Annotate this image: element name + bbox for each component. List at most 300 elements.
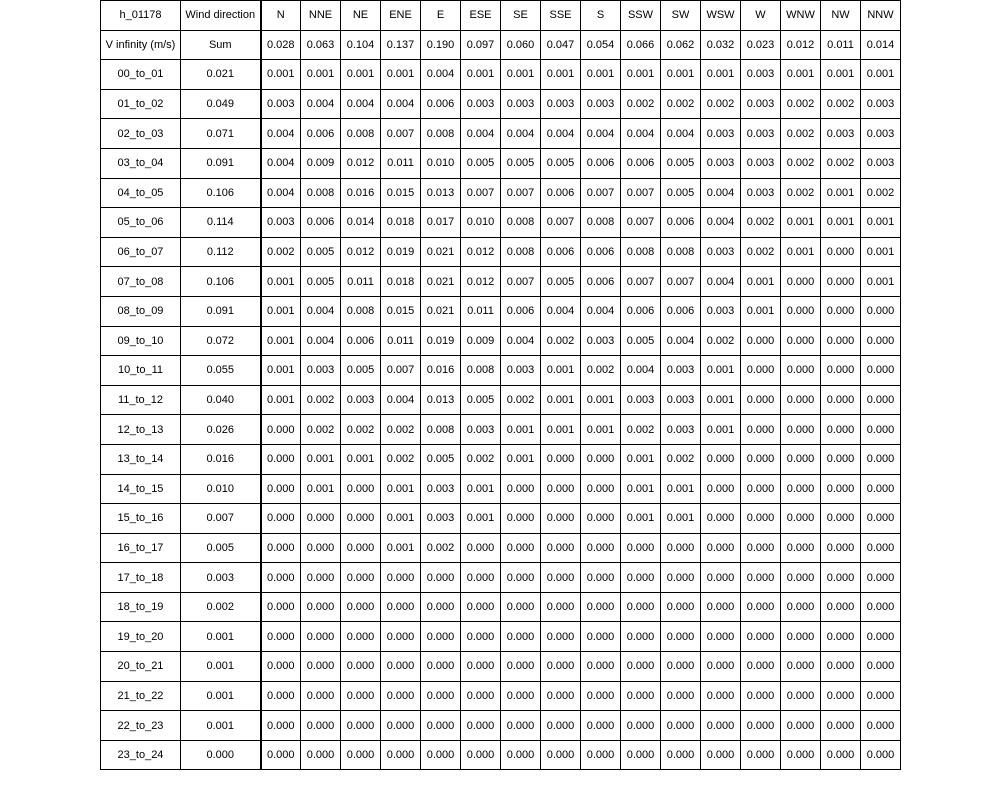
frequency-cell: 0.007 xyxy=(621,267,661,297)
frequency-cell: 0.002 xyxy=(781,119,821,149)
frequency-cell: 0.001 xyxy=(461,474,501,504)
direction-header-s: S xyxy=(581,1,621,31)
frequency-cell: 0.000 xyxy=(741,533,781,563)
frequency-cell: 0.003 xyxy=(661,415,701,445)
direction-header-ssw: SSW xyxy=(621,1,661,31)
speed-bin-label: 15_to_16 xyxy=(101,504,181,534)
table-row xyxy=(101,60,901,90)
frequency-cell: 0.003 xyxy=(741,178,781,208)
frequency-cell: 0.011 xyxy=(461,296,501,326)
frequency-cell: 0.000 xyxy=(821,740,861,770)
table-row xyxy=(101,385,901,415)
frequency-cell: 0.004 xyxy=(701,208,741,238)
frequency-cell: 0.000 xyxy=(341,652,381,682)
frequency-cell: 0.000 xyxy=(461,563,501,593)
frequency-cell: 0.003 xyxy=(741,60,781,90)
frequency-cell: 0.000 xyxy=(541,622,581,652)
frequency-cell: 0.000 xyxy=(461,592,501,622)
row-sum-cell: 0.002 xyxy=(181,592,261,622)
frequency-cell: 0.007 xyxy=(461,178,501,208)
frequency-cell: 0.002 xyxy=(701,326,741,356)
direction-sum-cell: 0.104 xyxy=(341,30,381,60)
frequency-cell: 0.005 xyxy=(461,148,501,178)
frequency-cell: 0.000 xyxy=(781,622,821,652)
frequency-cell: 0.000 xyxy=(821,474,861,504)
frequency-cell: 0.000 xyxy=(261,592,301,622)
direction-header-sse: SSE xyxy=(541,1,581,31)
frequency-cell: 0.000 xyxy=(701,652,741,682)
frequency-cell: 0.001 xyxy=(661,60,701,90)
frequency-cell: 0.000 xyxy=(741,385,781,415)
frequency-cell: 0.005 xyxy=(301,267,341,297)
table-row xyxy=(101,622,901,652)
frequency-cell: 0.001 xyxy=(261,267,301,297)
frequency-cell: 0.000 xyxy=(821,296,861,326)
frequency-cell: 0.000 xyxy=(301,740,341,770)
sum-label: Sum xyxy=(181,30,261,60)
frequency-cell: 0.010 xyxy=(461,208,501,238)
direction-sum-cell: 0.063 xyxy=(301,30,341,60)
frequency-cell: 0.006 xyxy=(501,296,541,326)
frequency-cell: 0.000 xyxy=(501,592,541,622)
frequency-cell: 0.003 xyxy=(421,504,461,534)
frequency-cell: 0.008 xyxy=(421,119,461,149)
frequency-cell: 0.001 xyxy=(461,504,501,534)
speed-bin-label: 18_to_19 xyxy=(101,592,181,622)
speed-bin-label: 13_to_14 xyxy=(101,444,181,474)
frequency-cell: 0.000 xyxy=(741,474,781,504)
table-row xyxy=(101,296,901,326)
row-sum-cell: 0.026 xyxy=(181,415,261,445)
frequency-cell: 0.001 xyxy=(581,415,621,445)
frequency-cell: 0.006 xyxy=(661,208,701,238)
frequency-cell: 0.001 xyxy=(301,474,341,504)
frequency-cell: 0.001 xyxy=(621,444,661,474)
frequency-cell: 0.000 xyxy=(781,356,821,386)
row-sum-cell: 0.106 xyxy=(181,178,261,208)
frequency-cell: 0.000 xyxy=(781,267,821,297)
frequency-cell: 0.005 xyxy=(541,148,581,178)
table-row xyxy=(101,681,901,711)
speed-bin-label: 09_to_10 xyxy=(101,326,181,356)
frequency-cell: 0.000 xyxy=(261,444,301,474)
table-body xyxy=(101,1,901,770)
frequency-cell: 0.000 xyxy=(301,504,341,534)
frequency-cell: 0.006 xyxy=(661,296,701,326)
frequency-cell: 0.018 xyxy=(381,267,421,297)
frequency-cell: 0.009 xyxy=(301,148,341,178)
frequency-cell: 0.015 xyxy=(381,296,421,326)
direction-header-ene: ENE xyxy=(381,1,421,31)
frequency-cell: 0.001 xyxy=(701,60,741,90)
frequency-cell: 0.000 xyxy=(501,740,541,770)
frequency-cell: 0.000 xyxy=(821,385,861,415)
frequency-cell: 0.000 xyxy=(341,622,381,652)
frequency-cell: 0.000 xyxy=(261,474,301,504)
frequency-cell: 0.003 xyxy=(501,356,541,386)
frequency-cell: 0.000 xyxy=(861,444,901,474)
speed-bin-label: 10_to_11 xyxy=(101,356,181,386)
frequency-cell: 0.004 xyxy=(261,178,301,208)
frequency-cell: 0.000 xyxy=(661,622,701,652)
frequency-cell: 0.000 xyxy=(581,711,621,741)
frequency-cell: 0.000 xyxy=(541,474,581,504)
frequency-cell: 0.000 xyxy=(581,533,621,563)
speed-bin-label: 11_to_12 xyxy=(101,385,181,415)
direction-header-nne: NNE xyxy=(301,1,341,31)
frequency-cell: 0.002 xyxy=(821,89,861,119)
frequency-cell: 0.004 xyxy=(421,60,461,90)
frequency-cell: 0.016 xyxy=(421,356,461,386)
table-row xyxy=(101,444,901,474)
frequency-cell: 0.000 xyxy=(741,740,781,770)
frequency-cell: 0.015 xyxy=(381,178,421,208)
frequency-cell: 0.003 xyxy=(461,89,501,119)
direction-sum-cell: 0.137 xyxy=(381,30,421,60)
frequency-cell: 0.000 xyxy=(541,563,581,593)
frequency-cell: 0.008 xyxy=(581,208,621,238)
speed-bin-label: 17_to_18 xyxy=(101,563,181,593)
frequency-cell: 0.001 xyxy=(581,60,621,90)
frequency-cell: 0.001 xyxy=(581,385,621,415)
frequency-cell: 0.001 xyxy=(461,60,501,90)
frequency-cell: 0.002 xyxy=(781,178,821,208)
frequency-cell: 0.007 xyxy=(621,208,661,238)
frequency-cell: 0.000 xyxy=(821,533,861,563)
frequency-cell: 0.000 xyxy=(341,563,381,593)
frequency-cell: 0.000 xyxy=(541,681,581,711)
frequency-cell: 0.007 xyxy=(381,119,421,149)
frequency-cell: 0.001 xyxy=(861,267,901,297)
frequency-cell: 0.000 xyxy=(301,622,341,652)
frequency-cell: 0.004 xyxy=(301,89,341,119)
frequency-cell: 0.000 xyxy=(421,563,461,593)
frequency-cell: 0.000 xyxy=(541,740,581,770)
frequency-cell: 0.012 xyxy=(461,267,501,297)
frequency-cell: 0.001 xyxy=(261,326,301,356)
direction-header-nnw: NNW xyxy=(861,1,901,31)
frequency-cell: 0.000 xyxy=(821,711,861,741)
frequency-cell: 0.008 xyxy=(461,356,501,386)
frequency-cell: 0.000 xyxy=(621,681,661,711)
frequency-cell: 0.003 xyxy=(461,415,501,445)
frequency-cell: 0.007 xyxy=(621,178,661,208)
frequency-cell: 0.002 xyxy=(661,444,701,474)
frequency-cell: 0.005 xyxy=(301,237,341,267)
frequency-cell: 0.003 xyxy=(501,89,541,119)
frequency-cell: 0.000 xyxy=(861,592,901,622)
frequency-cell: 0.008 xyxy=(621,237,661,267)
direction-header-nw: NW xyxy=(821,1,861,31)
frequency-cell: 0.000 xyxy=(581,622,621,652)
frequency-cell: 0.000 xyxy=(861,652,901,682)
frequency-cell: 0.000 xyxy=(741,504,781,534)
frequency-cell: 0.000 xyxy=(261,740,301,770)
frequency-cell: 0.000 xyxy=(741,356,781,386)
frequency-cell: 0.000 xyxy=(341,681,381,711)
speed-bin-label: 00_to_01 xyxy=(101,60,181,90)
frequency-cell: 0.000 xyxy=(661,592,701,622)
frequency-cell: 0.000 xyxy=(701,444,741,474)
frequency-cell: 0.000 xyxy=(781,711,821,741)
frequency-cell: 0.003 xyxy=(821,119,861,149)
frequency-cell: 0.000 xyxy=(781,563,821,593)
direction-header-sw: SW xyxy=(661,1,701,31)
speed-bin-label: 04_to_05 xyxy=(101,178,181,208)
frequency-cell: 0.000 xyxy=(781,415,821,445)
frequency-cell: 0.000 xyxy=(541,652,581,682)
frequency-cell: 0.000 xyxy=(861,296,901,326)
speed-bin-label: 07_to_08 xyxy=(101,267,181,297)
frequency-cell: 0.008 xyxy=(501,208,541,238)
frequency-cell: 0.000 xyxy=(861,711,901,741)
speed-bin-label: 19_to_20 xyxy=(101,622,181,652)
frequency-cell: 0.000 xyxy=(781,740,821,770)
table-row xyxy=(101,148,901,178)
frequency-cell: 0.000 xyxy=(381,592,421,622)
frequency-cell: 0.001 xyxy=(541,356,581,386)
frequency-cell: 0.002 xyxy=(701,89,741,119)
table-row xyxy=(101,267,901,297)
row-sum-cell: 0.091 xyxy=(181,296,261,326)
frequency-cell: 0.005 xyxy=(501,148,541,178)
frequency-cell: 0.000 xyxy=(861,533,901,563)
frequency-cell: 0.004 xyxy=(501,119,541,149)
frequency-cell: 0.000 xyxy=(541,533,581,563)
table-row xyxy=(101,563,901,593)
row-sum-cell: 0.055 xyxy=(181,356,261,386)
row-sum-cell: 0.001 xyxy=(181,711,261,741)
frequency-cell: 0.000 xyxy=(501,652,541,682)
frequency-cell: 0.021 xyxy=(421,237,461,267)
frequency-cell: 0.000 xyxy=(781,652,821,682)
frequency-cell: 0.000 xyxy=(461,622,501,652)
direction-header-se: SE xyxy=(501,1,541,31)
frequency-cell: 0.004 xyxy=(341,89,381,119)
speed-bin-label: 06_to_07 xyxy=(101,237,181,267)
row-sum-cell: 0.072 xyxy=(181,326,261,356)
frequency-cell: 0.000 xyxy=(421,652,461,682)
direction-header-wsw: WSW xyxy=(701,1,741,31)
frequency-cell: 0.003 xyxy=(581,326,621,356)
frequency-cell: 0.008 xyxy=(341,296,381,326)
row-sum-cell: 0.021 xyxy=(181,60,261,90)
frequency-cell: 0.003 xyxy=(301,356,341,386)
frequency-cell: 0.005 xyxy=(621,326,661,356)
direction-header-ne: NE xyxy=(341,1,381,31)
row-sum-cell: 0.049 xyxy=(181,89,261,119)
frequency-cell: 0.000 xyxy=(381,681,421,711)
row-sum-cell: 0.001 xyxy=(181,622,261,652)
frequency-cell: 0.000 xyxy=(381,563,421,593)
frequency-cell: 0.000 xyxy=(621,563,661,593)
frequency-cell: 0.000 xyxy=(261,681,301,711)
frequency-cell: 0.000 xyxy=(581,474,621,504)
frequency-cell: 0.000 xyxy=(621,711,661,741)
frequency-cell: 0.000 xyxy=(661,652,701,682)
frequency-cell: 0.000 xyxy=(661,740,701,770)
frequency-cell: 0.000 xyxy=(741,326,781,356)
frequency-cell: 0.004 xyxy=(501,326,541,356)
frequency-cell: 0.001 xyxy=(301,444,341,474)
frequency-cell: 0.003 xyxy=(661,356,701,386)
frequency-cell: 0.006 xyxy=(581,237,621,267)
frequency-cell: 0.000 xyxy=(661,533,701,563)
speed-bin-label: 12_to_13 xyxy=(101,415,181,445)
frequency-cell: 0.004 xyxy=(661,119,701,149)
row-sum-cell: 0.040 xyxy=(181,385,261,415)
frequency-cell: 0.000 xyxy=(821,237,861,267)
frequency-cell: 0.003 xyxy=(621,385,661,415)
frequency-cell: 0.000 xyxy=(381,652,421,682)
frequency-cell: 0.000 xyxy=(261,533,301,563)
row-sum-cell: 0.007 xyxy=(181,504,261,534)
row-sum-cell: 0.000 xyxy=(181,740,261,770)
frequency-cell: 0.013 xyxy=(421,178,461,208)
frequency-cell: 0.016 xyxy=(341,178,381,208)
direction-header-row xyxy=(101,1,901,31)
frequency-cell: 0.001 xyxy=(781,237,821,267)
frequency-cell: 0.007 xyxy=(501,178,541,208)
frequency-cell: 0.008 xyxy=(421,415,461,445)
frequency-cell: 0.002 xyxy=(861,178,901,208)
frequency-cell: 0.002 xyxy=(381,444,421,474)
frequency-cell: 0.000 xyxy=(821,681,861,711)
frequency-cell: 0.004 xyxy=(541,119,581,149)
frequency-cell: 0.000 xyxy=(821,356,861,386)
frequency-cell: 0.002 xyxy=(621,89,661,119)
frequency-cell: 0.004 xyxy=(381,89,421,119)
frequency-cell: 0.004 xyxy=(621,356,661,386)
frequency-cell: 0.001 xyxy=(261,356,301,386)
row-sum-cell: 0.112 xyxy=(181,237,261,267)
speed-bin-label: 02_to_03 xyxy=(101,119,181,149)
frequency-cell: 0.001 xyxy=(661,474,701,504)
frequency-cell: 0.001 xyxy=(741,296,781,326)
frequency-cell: 0.000 xyxy=(261,711,301,741)
direction-sum-cell: 0.097 xyxy=(461,30,501,60)
frequency-cell: 0.003 xyxy=(701,119,741,149)
frequency-cell: 0.000 xyxy=(821,504,861,534)
speed-bin-label: 23_to_24 xyxy=(101,740,181,770)
frequency-cell: 0.013 xyxy=(421,385,461,415)
frequency-cell: 0.000 xyxy=(341,592,381,622)
frequency-cell: 0.004 xyxy=(701,267,741,297)
row-sum-cell: 0.001 xyxy=(181,681,261,711)
frequency-cell: 0.002 xyxy=(621,415,661,445)
frequency-cell: 0.000 xyxy=(781,533,821,563)
frequency-cell: 0.000 xyxy=(821,267,861,297)
direction-sum-cell: 0.028 xyxy=(261,30,301,60)
frequency-cell: 0.002 xyxy=(821,148,861,178)
speed-bin-label: 14_to_15 xyxy=(101,474,181,504)
frequency-cell: 0.004 xyxy=(301,296,341,326)
frequency-cell: 0.003 xyxy=(661,385,701,415)
frequency-cell: 0.001 xyxy=(861,60,901,90)
frequency-cell: 0.002 xyxy=(381,415,421,445)
frequency-cell: 0.011 xyxy=(381,326,421,356)
frequency-cell: 0.001 xyxy=(341,444,381,474)
direction-sum-cell: 0.023 xyxy=(741,30,781,60)
frequency-cell: 0.000 xyxy=(821,444,861,474)
speed-bin-label: 20_to_21 xyxy=(101,652,181,682)
frequency-cell: 0.010 xyxy=(421,148,461,178)
frequency-cell: 0.005 xyxy=(661,178,701,208)
frequency-cell: 0.003 xyxy=(581,89,621,119)
frequency-cell: 0.003 xyxy=(341,385,381,415)
frequency-cell: 0.005 xyxy=(541,267,581,297)
frequency-cell: 0.000 xyxy=(701,563,741,593)
frequency-cell: 0.000 xyxy=(501,563,541,593)
frequency-cell: 0.003 xyxy=(701,237,741,267)
frequency-cell: 0.017 xyxy=(421,208,461,238)
direction-sum-cell: 0.062 xyxy=(661,30,701,60)
frequency-cell: 0.000 xyxy=(421,592,461,622)
row-sum-cell: 0.003 xyxy=(181,563,261,593)
direction-sum-cell: 0.190 xyxy=(421,30,461,60)
frequency-cell: 0.003 xyxy=(861,119,901,149)
frequency-cell: 0.001 xyxy=(821,60,861,90)
frequency-cell: 0.000 xyxy=(341,474,381,504)
table-row xyxy=(101,208,901,238)
frequency-cell: 0.003 xyxy=(741,119,781,149)
frequency-cell: 0.000 xyxy=(781,296,821,326)
frequency-cell: 0.003 xyxy=(541,89,581,119)
frequency-cell: 0.000 xyxy=(581,444,621,474)
frequency-cell: 0.002 xyxy=(541,326,581,356)
frequency-cell: 0.006 xyxy=(581,148,621,178)
frequency-cell: 0.006 xyxy=(541,178,581,208)
frequency-cell: 0.001 xyxy=(861,237,901,267)
frequency-cell: 0.000 xyxy=(741,563,781,593)
frequency-cell: 0.000 xyxy=(661,711,701,741)
frequency-cell: 0.001 xyxy=(541,415,581,445)
frequency-cell: 0.000 xyxy=(381,711,421,741)
frequency-cell: 0.000 xyxy=(301,592,341,622)
frequency-cell: 0.003 xyxy=(741,89,781,119)
frequency-cell: 0.002 xyxy=(301,385,341,415)
table-row xyxy=(101,533,901,563)
direction-sum-cell: 0.047 xyxy=(541,30,581,60)
frequency-cell: 0.008 xyxy=(341,119,381,149)
speed-bin-label: 22_to_23 xyxy=(101,711,181,741)
frequency-cell: 0.001 xyxy=(621,504,661,534)
frequency-cell: 0.000 xyxy=(781,474,821,504)
frequency-cell: 0.000 xyxy=(701,474,741,504)
frequency-cell: 0.001 xyxy=(621,474,661,504)
table-row xyxy=(101,237,901,267)
table-row xyxy=(101,119,901,149)
frequency-cell: 0.000 xyxy=(621,533,661,563)
frequency-cell: 0.005 xyxy=(421,444,461,474)
frequency-cell: 0.003 xyxy=(421,474,461,504)
frequency-cell: 0.002 xyxy=(341,415,381,445)
frequency-cell: 0.002 xyxy=(781,89,821,119)
sum-row xyxy=(101,30,901,60)
direction-sum-cell: 0.054 xyxy=(581,30,621,60)
frequency-cell: 0.012 xyxy=(461,237,501,267)
frequency-cell: 0.000 xyxy=(461,681,501,711)
frequency-cell: 0.000 xyxy=(501,533,541,563)
frequency-cell: 0.000 xyxy=(581,681,621,711)
frequency-cell: 0.000 xyxy=(461,533,501,563)
frequency-cell: 0.003 xyxy=(741,148,781,178)
frequency-cell: 0.000 xyxy=(261,504,301,534)
frequency-cell: 0.000 xyxy=(741,415,781,445)
direction-header-wnw: WNW xyxy=(781,1,821,31)
frequency-cell: 0.000 xyxy=(381,740,421,770)
speed-header: V infinity (m/s) xyxy=(101,30,181,60)
